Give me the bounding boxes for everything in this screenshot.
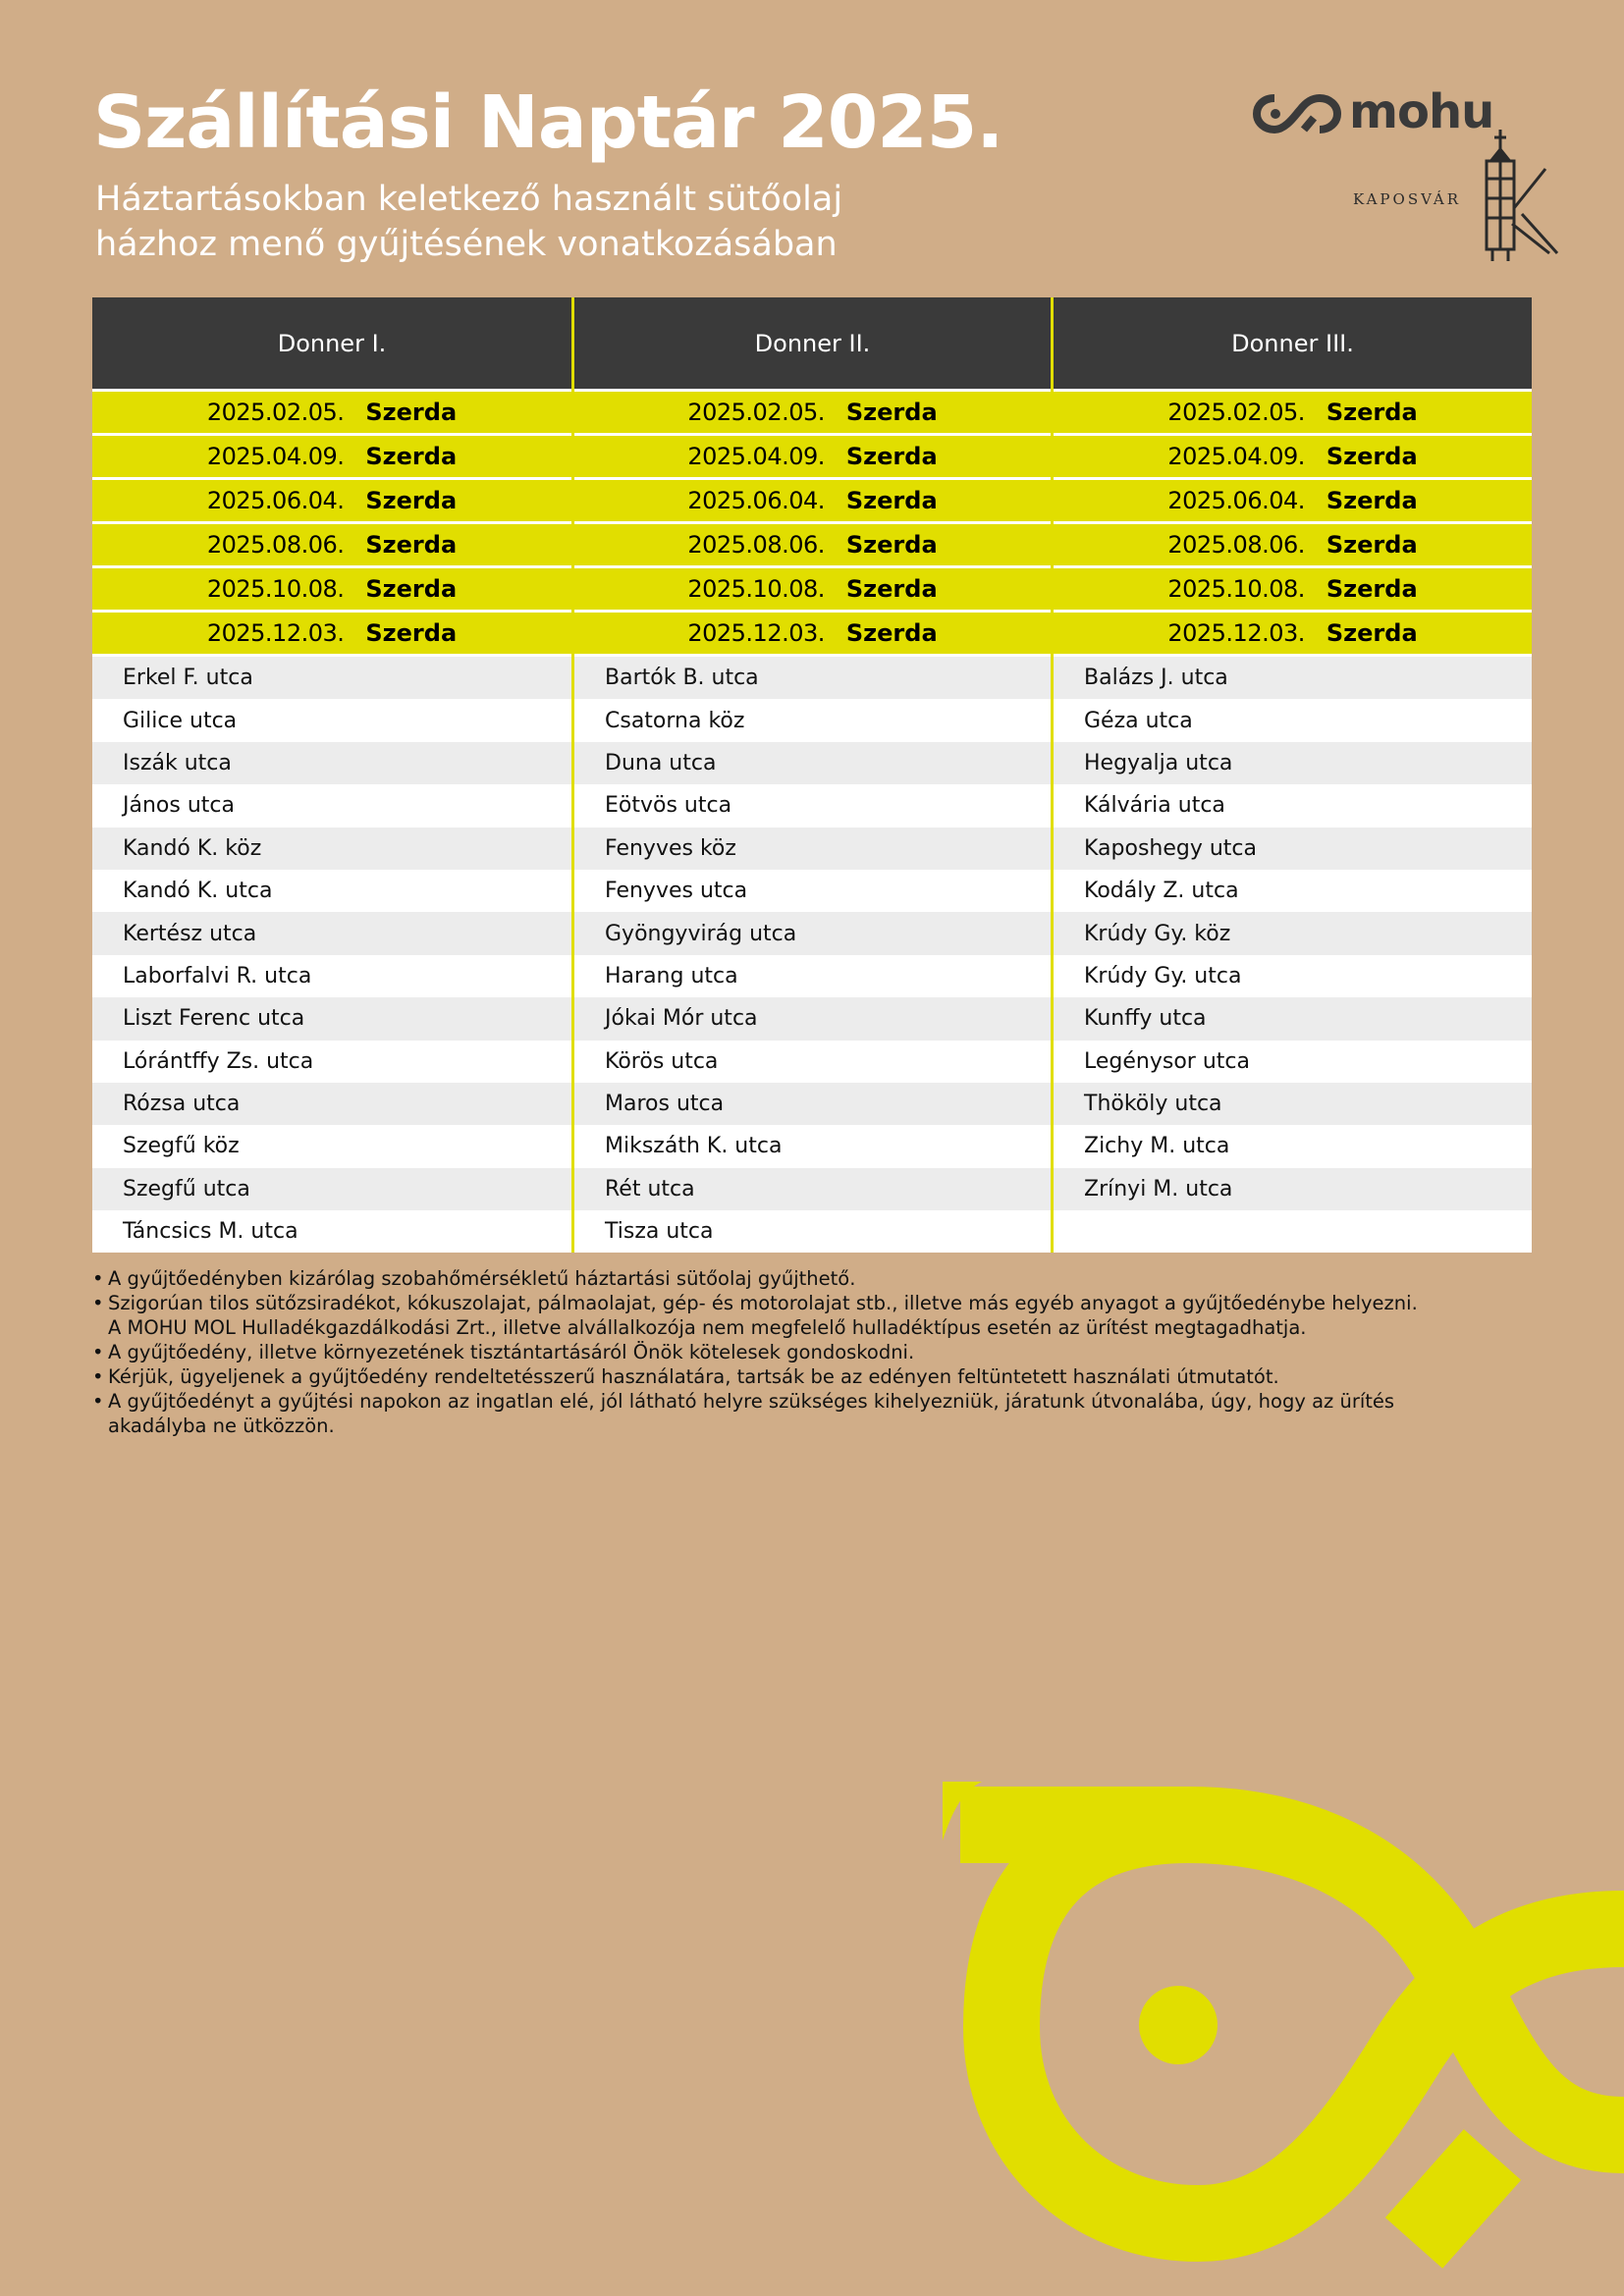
collection-date-row xyxy=(1054,568,1532,613)
collection-weekday: Szerda xyxy=(845,443,938,470)
collection-date: 2025.10.08. xyxy=(687,575,825,603)
street-row: Fenyves köz xyxy=(574,828,1051,870)
street-row: Fenyves utca xyxy=(574,870,1051,912)
collection-date: 2025.02.05. xyxy=(687,399,825,426)
street-row: Gilice utca xyxy=(92,699,571,741)
collection-date: 2025.08.06. xyxy=(687,531,825,559)
collection-weekday: Szerda xyxy=(845,487,938,514)
street-row: Táncsics M. utca xyxy=(92,1210,571,1253)
street-row: Krúdy Gy. köz xyxy=(1054,912,1532,954)
column-header: Donner III. xyxy=(1054,297,1532,392)
collection-date: 2025.04.09. xyxy=(687,443,825,470)
kaposvar-tower-icon xyxy=(1473,130,1561,261)
street-row: Csatorna köz xyxy=(574,699,1051,741)
collection-date: 2025.10.08. xyxy=(206,575,345,603)
note-item xyxy=(92,1340,1545,1364)
kaposvar-logo-text: KAPOSVÁR xyxy=(1353,190,1462,208)
collection-weekday: Szerda xyxy=(845,399,938,426)
collection-date-row xyxy=(92,392,571,436)
collection-date-row xyxy=(1054,524,1532,568)
subtitle-line-1: Háztartásokban keletkező használt sütőolaj xyxy=(95,180,843,219)
street-row: Eötvös utca xyxy=(574,784,1051,827)
collection-date-row xyxy=(574,392,1051,436)
collection-date: 2025.06.04. xyxy=(1167,487,1305,514)
collection-weekday: Szerda xyxy=(1326,575,1418,603)
page-title: Szállítási Naptár 2025. xyxy=(93,80,1003,165)
collection-date: 2025.12.03. xyxy=(1167,619,1305,647)
street-row: Tisza utca xyxy=(574,1210,1051,1253)
collection-date: 2025.06.04. xyxy=(206,487,345,514)
collection-weekday: Szerda xyxy=(365,487,458,514)
collection-date-row xyxy=(574,568,1051,613)
note-item xyxy=(92,1291,1545,1340)
street-row: Kertész utca xyxy=(92,912,571,954)
note-item xyxy=(92,1389,1545,1438)
column-donner-2 xyxy=(571,297,1051,1253)
collection-date-row xyxy=(574,480,1051,524)
page-subtitle xyxy=(95,177,842,267)
collection-weekday: Szerda xyxy=(1326,619,1418,647)
collection-date: 2025.10.08. xyxy=(1167,575,1305,603)
street-row: Zichy M. utca xyxy=(1054,1125,1532,1167)
collection-weekday: Szerda xyxy=(1326,443,1418,470)
street-row: Harang utca xyxy=(574,955,1051,997)
collection-date-row xyxy=(574,436,1051,480)
street-row: Rózsa utca xyxy=(92,1083,571,1125)
collection-date-row xyxy=(1054,392,1532,436)
collection-weekday: Szerda xyxy=(365,575,458,603)
note-line: • A gyűjtőedényben kizárólag szobahőmérsékletű háztartási sütőolaj gyűjthető. xyxy=(108,1267,856,1290)
kaposvar-logo xyxy=(1353,130,1565,261)
column-header: Donner I. xyxy=(92,297,571,392)
note-line: • A gyűjtőedényt a gyűjtési napokon az ingatlan elé, jól látható helyre szükséges kihelyezniük, járatunk útvonalába, úgy, hogy az ürítés xyxy=(108,1390,1395,1413)
collection-date-row xyxy=(574,524,1051,568)
street-row: Szegfű köz xyxy=(92,1125,571,1167)
collection-date-row xyxy=(92,613,571,657)
column-donner-3 xyxy=(1051,297,1532,1253)
street-row: Kandó K. utca xyxy=(92,870,571,912)
note-item xyxy=(92,1364,1545,1389)
street-row: Szegfű utca xyxy=(92,1168,571,1210)
street-row: Krúdy Gy. utca xyxy=(1054,955,1532,997)
street-row: Géza utca xyxy=(1054,699,1532,741)
collection-date-row xyxy=(1054,613,1532,657)
street-row: Erkel F. utca xyxy=(92,657,571,699)
note-line: • Kérjük, ügyeljenek a gyűjtőedény rendeltetésszerű használatára, tartsák be az edényen feltüntetett használati útmutatót. xyxy=(108,1365,1279,1388)
collection-date-row xyxy=(92,480,571,524)
schedule-table xyxy=(92,297,1532,1253)
collection-weekday: Szerda xyxy=(1326,487,1418,514)
collection-date: 2025.02.05. xyxy=(206,399,345,426)
note-line: • Szigorúan tilos sütőzsiradékot, kókuszolajat, pálmaolajat, gép- és motorolajat stb., illetve más egyéb anyagot a gyűjtőedénybe helyezni. xyxy=(108,1292,1418,1314)
street-row: Jókai Mór utca xyxy=(574,997,1051,1040)
subtitle-line-2: házhoz menő gyűjtésének vonatkozásában xyxy=(95,225,838,264)
collection-date: 2025.04.09. xyxy=(206,443,345,470)
collection-date: 2025.08.06. xyxy=(206,531,345,559)
street-row: Bartók B. utca xyxy=(574,657,1051,699)
street-row: Laborfalvi R. utca xyxy=(92,955,571,997)
street-row: Kodály Z. utca xyxy=(1054,870,1532,912)
street-row xyxy=(1054,1210,1532,1253)
note-line: • A gyűjtőedény, illetve környezetének tisztántartásáról Önök kötelesek gondoskodni. xyxy=(108,1341,915,1363)
street-row: Legénysor utca xyxy=(1054,1041,1532,1083)
mohu-logo-text: mohu xyxy=(1349,84,1494,139)
collection-weekday: Szerda xyxy=(365,619,458,647)
street-row: Hegyalja utca xyxy=(1054,742,1532,784)
mohu-infinity-icon xyxy=(1253,90,1341,137)
collection-date: 2025.04.09. xyxy=(1167,443,1305,470)
notes-list xyxy=(92,1266,1545,1438)
collection-date-row xyxy=(1054,436,1532,480)
collection-date-row xyxy=(92,436,571,480)
collection-date: 2025.08.06. xyxy=(1167,531,1305,559)
note-item xyxy=(92,1266,1545,1291)
street-row: Zrínyi M. utca xyxy=(1054,1168,1532,1210)
collection-date-row xyxy=(92,568,571,613)
collection-weekday: Szerda xyxy=(845,575,938,603)
collection-date-row xyxy=(92,524,571,568)
collection-date: 2025.06.04. xyxy=(687,487,825,514)
collection-weekday: Szerda xyxy=(845,531,938,559)
street-row: Kunffy utca xyxy=(1054,997,1532,1040)
collection-weekday: Szerda xyxy=(1326,399,1418,426)
collection-date-row xyxy=(1054,480,1532,524)
collection-date: 2025.12.03. xyxy=(687,619,825,647)
collection-date: 2025.02.05. xyxy=(1167,399,1305,426)
street-row: Körös utca xyxy=(574,1041,1051,1083)
street-row: Gyöngyvirág utca xyxy=(574,912,1051,954)
mohu-infinity-decoration xyxy=(943,1782,1624,2296)
collection-weekday: Szerda xyxy=(1326,531,1418,559)
collection-weekday: Szerda xyxy=(845,619,938,647)
column-donner-1 xyxy=(92,297,571,1253)
street-row: Iszák utca xyxy=(92,742,571,784)
street-row: Kandó K. köz xyxy=(92,828,571,870)
note-line: akadályba ne ütközzön. xyxy=(108,1415,335,1437)
street-row: Mikszáth K. utca xyxy=(574,1125,1051,1167)
collection-weekday: Szerda xyxy=(365,399,458,426)
street-row: Maros utca xyxy=(574,1083,1051,1125)
street-row: János utca xyxy=(92,784,571,827)
street-row: Liszt Ferenc utca xyxy=(92,997,571,1040)
collection-weekday: Szerda xyxy=(365,443,458,470)
street-row: Lórántffy Zs. utca xyxy=(92,1041,571,1083)
street-row: Balázs J. utca xyxy=(1054,657,1532,699)
note-line: A MOHU MOL Hulladékgazdálkodási Zrt., illetve alvállalkozója nem megfelelő hulladéktípus esetén az ürítést megtagadhatja. xyxy=(108,1316,1307,1339)
street-row: Kálvária utca xyxy=(1054,784,1532,827)
street-row: Rét utca xyxy=(574,1168,1051,1210)
collection-weekday: Szerda xyxy=(365,531,458,559)
column-header: Donner II. xyxy=(574,297,1051,392)
street-row: Kaposhegy utca xyxy=(1054,828,1532,870)
street-row: Thököly utca xyxy=(1054,1083,1532,1125)
street-row: Duna utca xyxy=(574,742,1051,784)
collection-date-row xyxy=(574,613,1051,657)
collection-date: 2025.12.03. xyxy=(206,619,345,647)
